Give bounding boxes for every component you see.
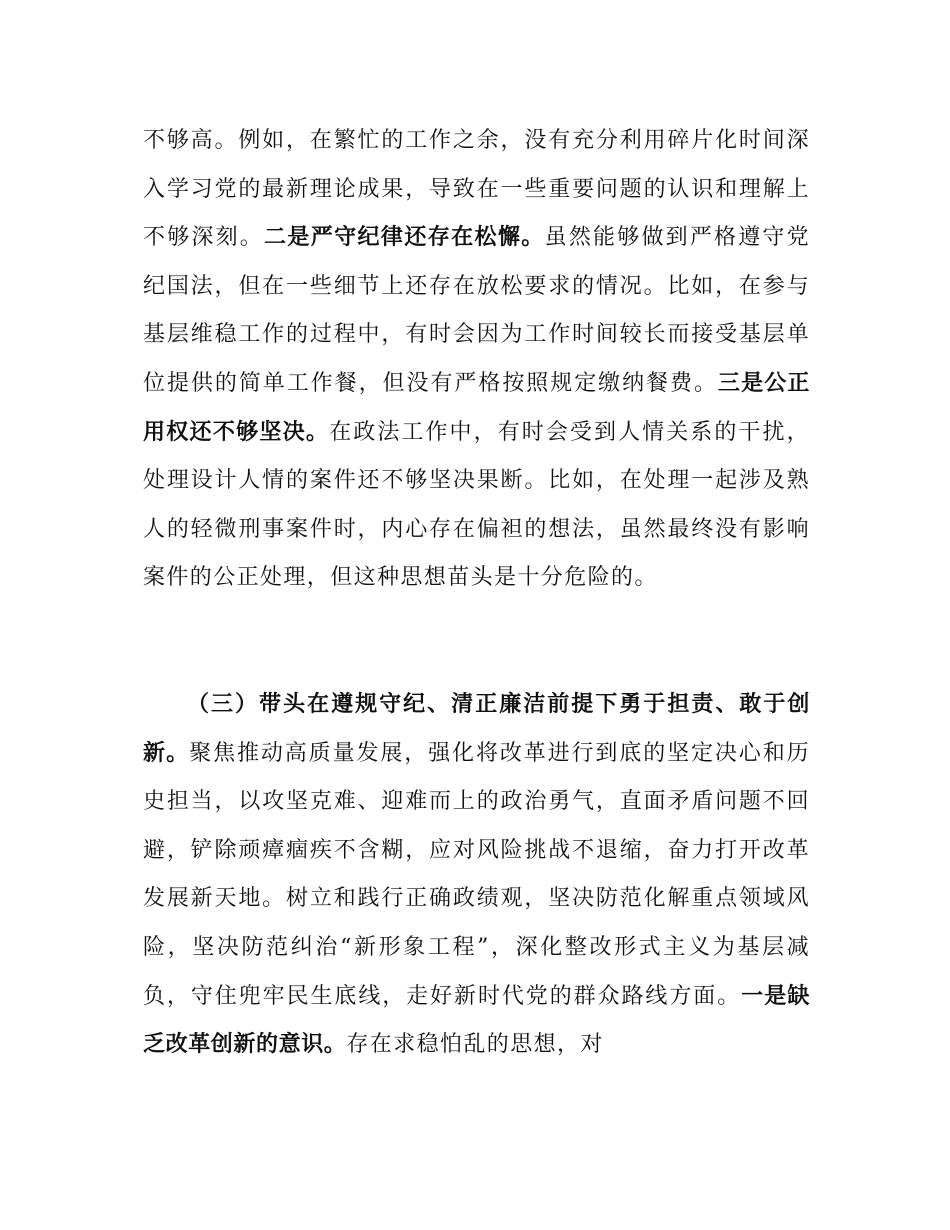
paragraph-text: 虽然能够做到严格遵守党纪国法，但在一些细节上还存在放松要求的情况。比如，在参与基层维稳工作的过程中，有时会因为工作时间较长而接受基层单位提供的简单工作餐，但没有严格按照规定缴纳餐费。: [143, 225, 810, 396]
section-paragraph: [143, 681, 810, 1070]
section-title: （三）带头在遵规守纪、清正廉洁前提下勇于担责、敢于创新。: [143, 692, 810, 766]
paragraph-text: 存在求稳怕乱的思想，对: [346, 1032, 604, 1058]
paragraph-text: 不够高。例如，在繁忙的工作之余，没有充分利用碎片化时间深入学习党的最新理论成果，导致在一些重要问题的认识和理解上不够深刻。: [143, 128, 810, 251]
point-heading-one: 一是缺乏改革创新的意识。: [143, 983, 810, 1058]
point-heading-three: 三是公正用权还不够坚决。: [143, 370, 810, 445]
point-heading-two: 二是严守纪律还存在松懈。: [263, 225, 545, 251]
paragraph-text: 聚焦推动高质量发展，强化将改革进行到底的坚定决心和历史担当，以攻坚克难、迎难而上的政治勇气，直面矛盾问题不回避，铲除顽瘴痼疾不含糊，应对风险挑战不退缩，奋力打开改革发展新天地。树立和践行正确政绩观，坚决防范化解重点领域风险，坚决防范纠治“新形象工程”，深化整改形式主义为基层减负，守住兜牢民生底线，走好新时代党的群众路线方面。: [143, 740, 811, 1009]
paragraph-text: 在政法工作中，有时会受到人情关系的干扰，处理设计人情的案件还不够坚决果断。比如，在处理一起涉及熟人的轻微刑事案件时，内心存在偏袒的想法，虽然最终没有影响案件的公正处理，但这种思想苗头是十分危险的。: [143, 419, 810, 591]
paragraph-continued: [143, 117, 810, 603]
